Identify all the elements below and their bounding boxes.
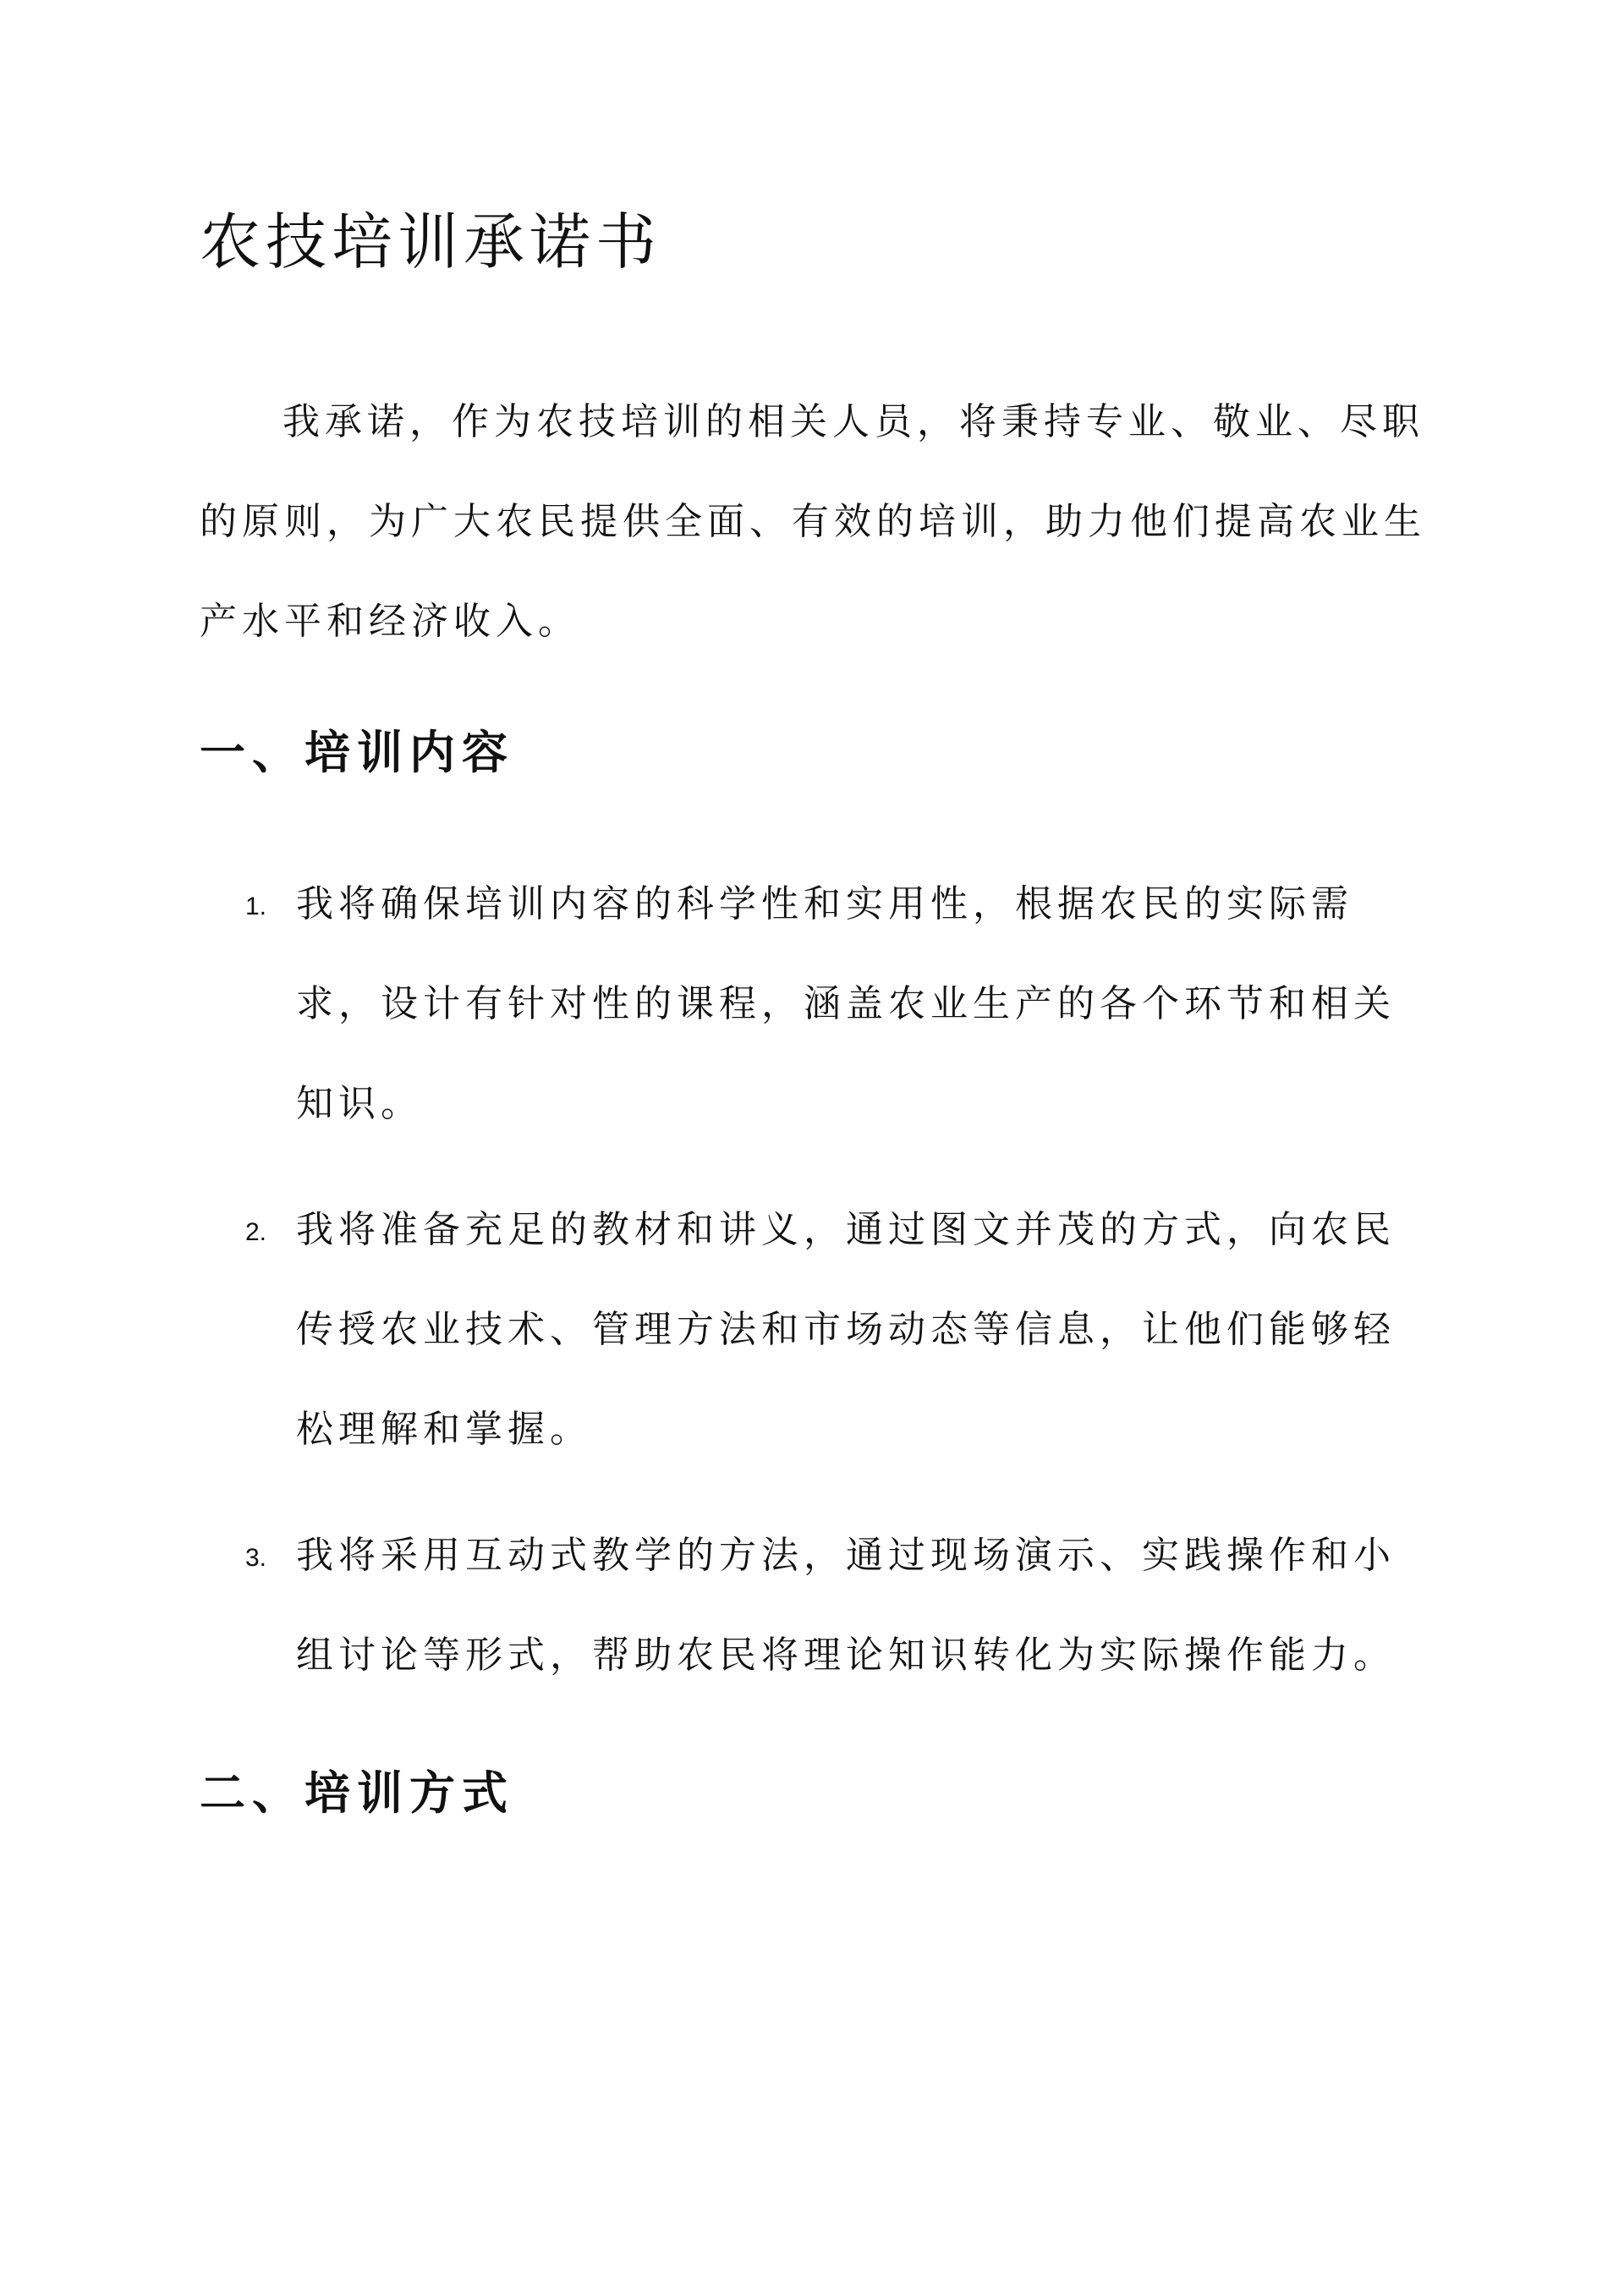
document-title: 农技培训承诺书	[200, 206, 662, 277]
list-item-number: 2.	[245, 1218, 267, 1246]
list-item-text: 我将准备充足的教材和讲义，通过图文并茂的方式，向农民传授农业技术、管理方法和市场动态等信息，让他们能够轻松理解和掌握。	[296, 1208, 1396, 1451]
section-heading-training-method: 二、培训方式	[200, 1766, 514, 1820]
section-heading-training-content: 一、培训内容	[200, 726, 514, 779]
list-item-number: 1.	[245, 893, 267, 920]
list-item-text: 我将确保培训内容的科学性和实用性，根据农民的实际需求，设计有针对性的课程，涵盖农业生产的各个环节和相关知识。	[296, 882, 1396, 1125]
intro-paragraph: 我承诺，作为农技培训的相关人员，将秉持专业、敬业、尽职的原则，为广大农民提供全面、有效的培训，助力他们提高农业生产水平和经济收入。	[200, 400, 1426, 643]
list-item-text: 我将采用互动式教学的方法，通过现场演示、实践操作和小组讨论等形式，帮助农民将理论知识转化为实际操作能力。	[296, 1534, 1396, 1677]
list-item-number: 3.	[245, 1544, 267, 1572]
